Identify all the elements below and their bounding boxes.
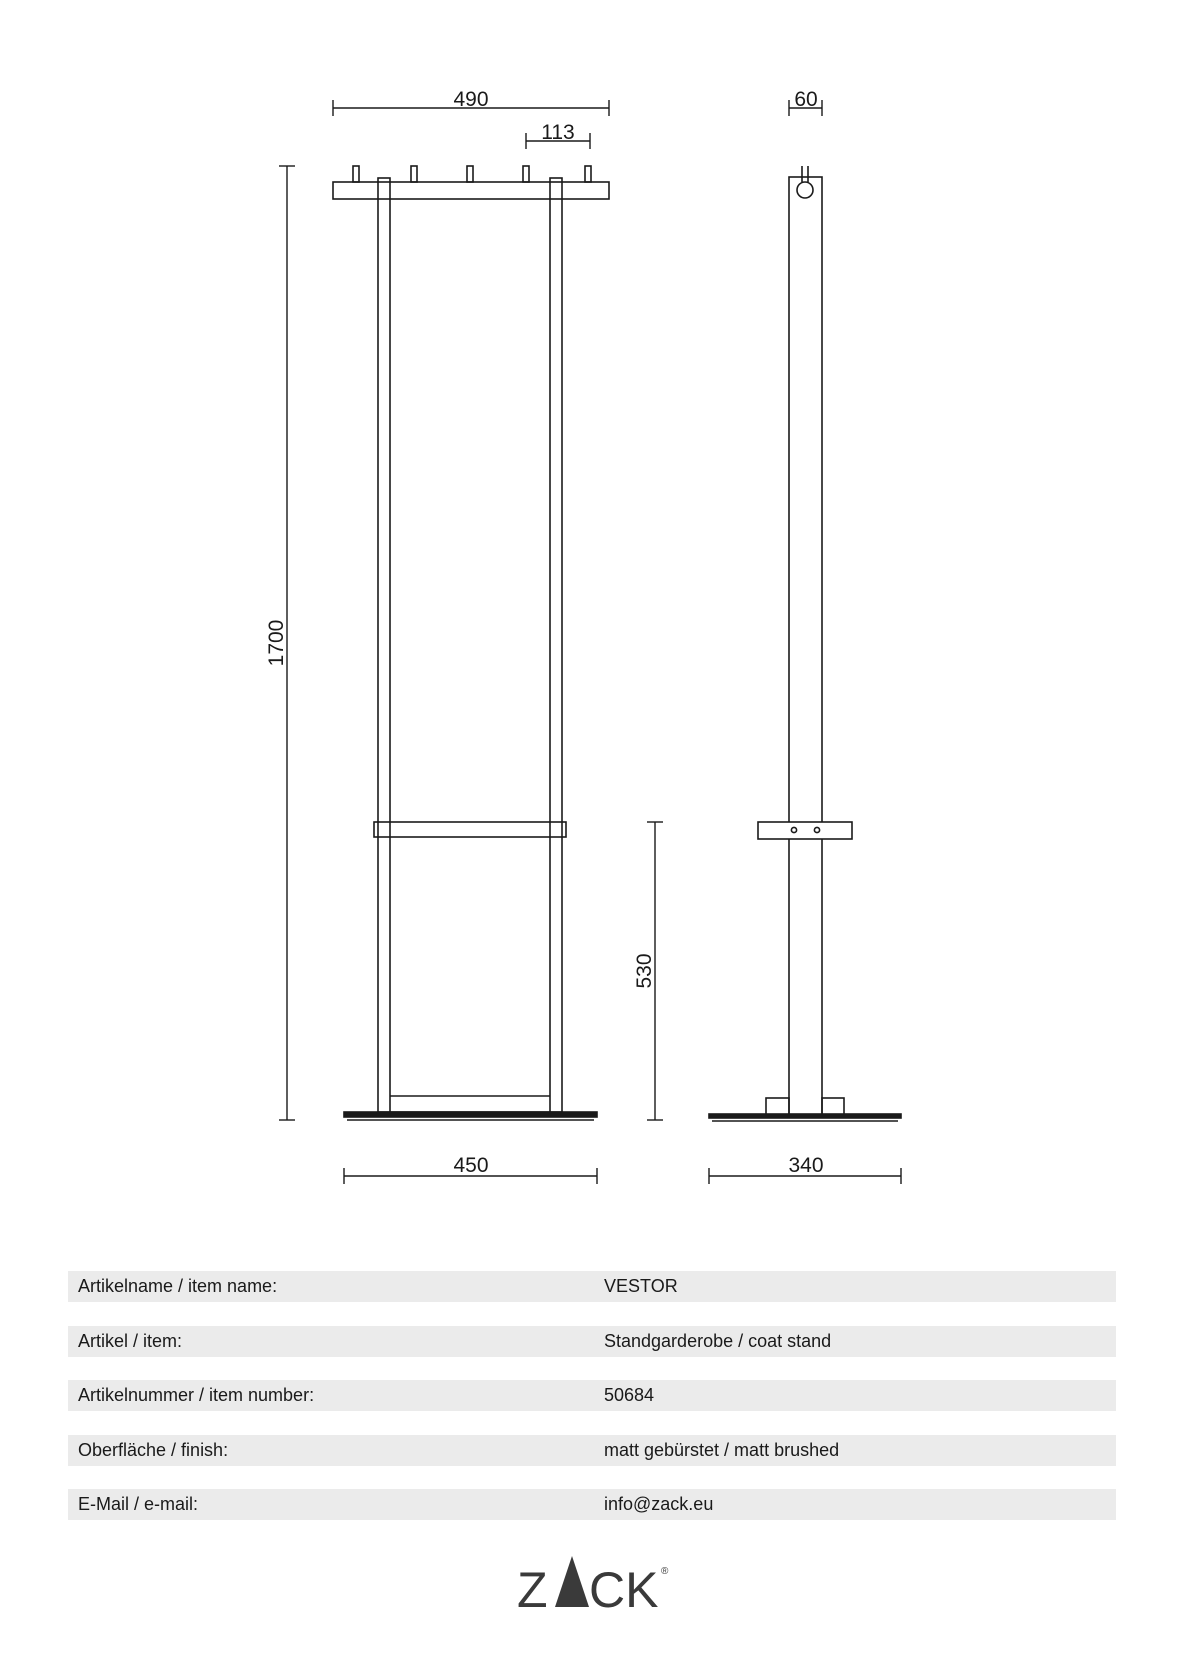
hook [467,166,473,182]
spec-value: VESTOR [604,1276,678,1296]
spec-label: E-Mail / e-mail: [78,1494,199,1514]
spec-label: Artikelname / item name: [78,1276,278,1296]
side-upright [789,177,822,1116]
hook [411,166,417,182]
front-view [333,166,609,1120]
side-hook [797,182,813,198]
dim-height: 1700 [265,619,288,667]
spec-row-item-number [68,1380,1116,1411]
front-shelf [374,822,566,837]
logo-text-right: CK [589,1562,659,1612]
front-base-plate [344,1112,597,1117]
hook [353,166,359,182]
spec-row-email [68,1489,1116,1520]
side-view [709,166,901,1121]
spec-row-item [68,1326,1116,1357]
logo-registered: ® [661,1566,669,1577]
spec-table [68,1271,1116,1544]
front-top-bar [333,182,609,199]
spec-value: Standgarderobe / coat stand [604,1330,832,1351]
dim-side-depth-top: 60 [794,88,818,111]
spec-label: Oberfläche / finish: [78,1439,229,1460]
spec-row-item-name [68,1271,1116,1302]
front-left-upright [378,178,390,1116]
front-right-upright [550,178,562,1116]
dim-base-width: 450 [453,1154,489,1177]
spec-value: info@zack.eu [604,1494,714,1514]
dim-hook-spacing: 113 [541,121,575,144]
side-base-plate [709,1114,901,1118]
side-shelf [758,822,852,839]
logo-text-left: Z [517,1562,548,1612]
spec-row-finish [68,1435,1116,1466]
spec-value: 50684 [604,1385,655,1405]
hook [523,166,529,182]
logo-triangle-icon [555,1556,589,1607]
spec-value: matt gebürstet / matt brushed [604,1439,840,1460]
dim-base-depth: 340 [788,1154,824,1177]
dim-top-width: 490 [453,88,489,111]
zack-logo [515,1552,675,1612]
hook [585,166,591,182]
dim-shelf-height: 530 [633,953,656,989]
spec-label: Artikelnummer / item number: [78,1385,315,1405]
spec-label: Artikel / item: [78,1330,183,1351]
